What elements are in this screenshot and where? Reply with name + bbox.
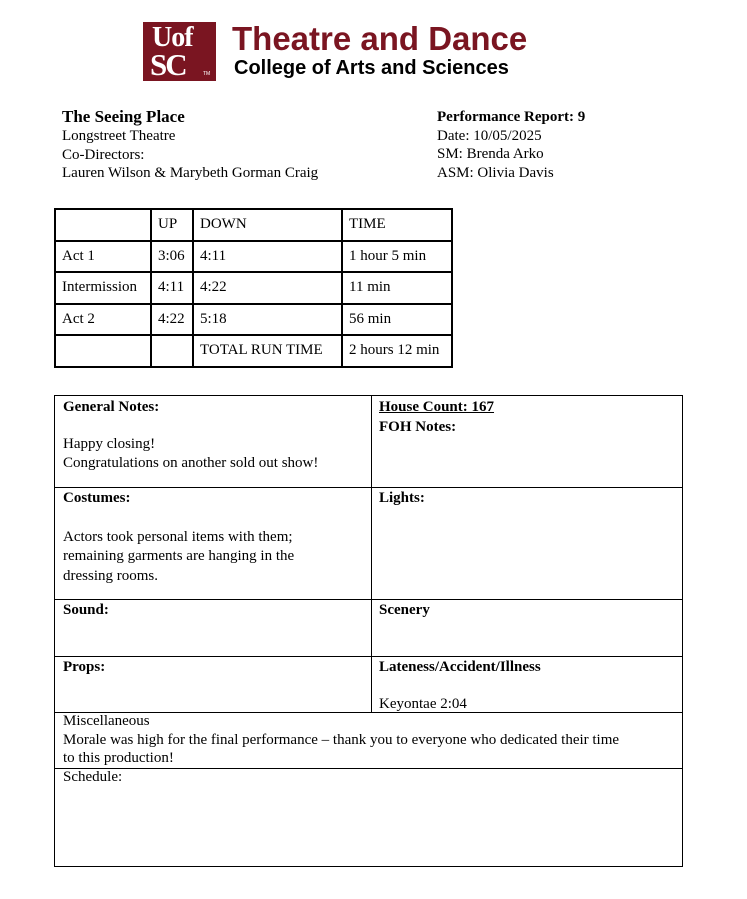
brand-subtitle: College of Arts and Sciences — [234, 57, 509, 79]
lateness-label: Lateness/Accident/Illness — [379, 659, 541, 675]
table-cell: Act 2 — [55, 304, 151, 336]
sound-label: Sound: — [63, 602, 109, 618]
foh-notes-label: FOH Notes: — [379, 418, 457, 435]
lights-section — [371, 487, 684, 599]
university-logo — [143, 22, 216, 81]
costumes-section — [55, 487, 371, 599]
costumes-line: dressing rooms. — [63, 567, 158, 584]
table-cell: 11 min — [342, 272, 452, 304]
directors-label: Co-Directors: — [62, 146, 145, 163]
lights-label: Lights: — [379, 490, 425, 506]
schedule-label: Schedule: — [63, 769, 123, 785]
table-row — [55, 335, 452, 367]
table-header-cell: DOWN — [193, 209, 342, 241]
table-cell: 3:06 — [151, 241, 193, 273]
table-row — [55, 304, 452, 336]
scenery-label: Scenery — [379, 602, 430, 618]
logo-line-2: SC — [150, 47, 186, 82]
table-row — [55, 241, 452, 273]
table-cell: 4:22 — [193, 272, 342, 304]
schedule-section — [55, 768, 684, 866]
table-cell: 4:22 — [151, 304, 193, 336]
general-notes-line: Happy closing! — [63, 435, 156, 452]
house-count: House Count: 167 — [379, 399, 495, 415]
costumes-line: Actors took personal items with them; — [63, 528, 293, 545]
table-header-row — [55, 209, 452, 241]
table-cell: 4:11 — [193, 241, 342, 273]
general-notes-label: General Notes: — [63, 399, 160, 415]
costumes-label: Costumes: — [63, 490, 131, 506]
table-cell: Act 1 — [55, 241, 151, 273]
directors-names: Lauren Wilson & Marybeth Gorman Craig — [62, 165, 319, 181]
table-cell: 5:18 — [193, 304, 342, 336]
table-header-cell — [55, 209, 151, 241]
logo-line-1: Uof — [152, 22, 193, 53]
report-title: Performance Report: 9 — [437, 109, 586, 125]
sound-section — [55, 599, 371, 656]
table-cell — [55, 335, 151, 367]
props-section — [55, 656, 371, 712]
miscellaneous-line: Morale was high for the final performance – thank you to everyone who dedicated their time — [63, 731, 620, 748]
general-notes-section — [55, 396, 371, 487]
assistant-stage-manager: ASM: Olivia Davis — [437, 164, 554, 181]
costumes-line: remaining garments are hanging in the — [63, 548, 295, 564]
miscellaneous-section — [55, 712, 684, 768]
table-header-cell: TIME — [342, 209, 452, 241]
props-label: Props: — [63, 659, 106, 675]
lateness-section — [371, 656, 684, 712]
table-cell: 4:11 — [151, 272, 193, 304]
table-cell: TOTAL RUN TIME — [193, 335, 342, 367]
table-cell: 56 min — [342, 304, 452, 336]
show-title: The Seeing Place — [62, 107, 185, 126]
scenery-section — [371, 599, 684, 656]
general-notes-line: Congratulations on another sold out show! — [63, 455, 319, 471]
table-row — [55, 272, 452, 304]
stage-manager: SM: Brenda Arko — [437, 146, 544, 162]
notes-grid — [54, 395, 683, 867]
table-cell: 1 hour 5 min — [342, 241, 452, 273]
miscellaneous-line: to this production! — [63, 750, 174, 766]
report-date: Date: 10/05/2025 — [437, 127, 542, 144]
run-times-table — [54, 208, 453, 368]
house-foh-section — [371, 396, 684, 487]
logo-trademark: TM — [203, 71, 211, 77]
lateness-line: Keyontae 2:04 — [379, 695, 467, 712]
table-cell: 2 hours 12 min — [342, 335, 452, 367]
miscellaneous-label: Miscellaneous — [63, 713, 150, 729]
brand-title: Theatre and Dance — [232, 20, 528, 57]
show-info — [62, 107, 318, 183]
table-cell: Intermission — [55, 272, 151, 304]
table-header-cell: UP — [151, 209, 193, 241]
show-venue: Longstreet Theatre — [62, 128, 176, 144]
report-info — [437, 108, 585, 182]
table-cell — [151, 335, 193, 367]
